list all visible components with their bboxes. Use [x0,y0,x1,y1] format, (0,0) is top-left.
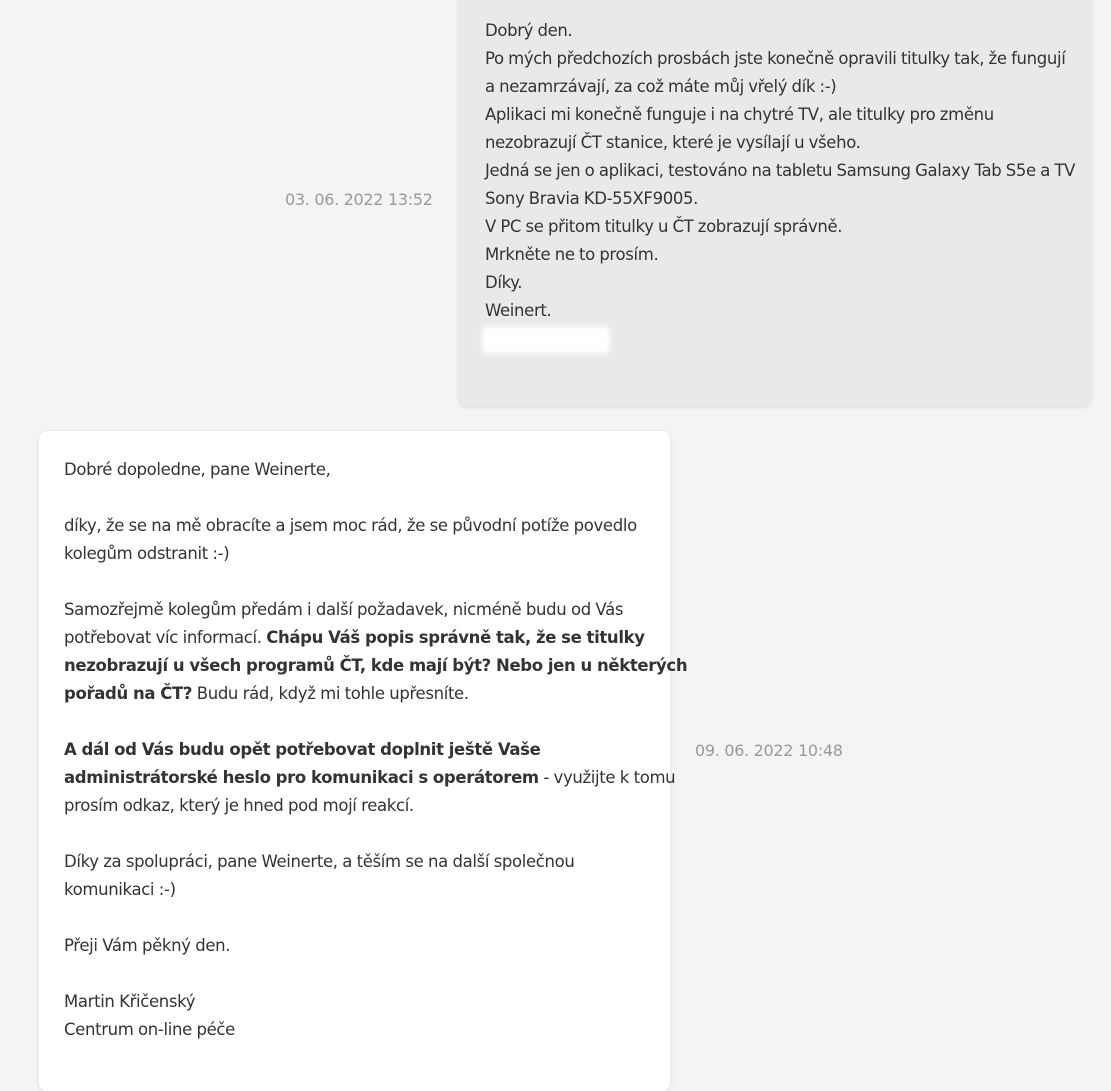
agent-text-normal: - využijte k tomu [538,768,676,787]
agent-text-bold: Chápu Váš popis správně tak, že se titulky [266,628,645,647]
redacted-contact-block [485,329,607,351]
agent-paragraph-thanks [64,512,650,568]
agent-paragraph-wishes [64,932,650,960]
user-message-line: V PC se přitom titulky u ČT zobrazují správně. [485,217,843,236]
agent-message-line [64,624,650,652]
agent-text-normal: potřebovat víc informací. [64,628,267,647]
agent-paragraph-closing [64,848,650,904]
user-message-line: Díky. [485,273,523,292]
user-message-bubble [459,0,1091,406]
user-message-line: Aplikaci mi konečně funguje i na chytré TV, ale titulky pro změnu [485,105,994,124]
agent-message-line: Dobré dopoledne, pane Weinerte, [64,460,331,479]
agent-greeting [64,456,650,484]
agent-message-line: nezobrazují u všech programů ČT, kde mají být? Nebo jen u některých [64,656,688,675]
agent-message-line: Díky za spolupráci, pane Weinerte, a těším se na další společnou [64,852,575,871]
agent-signature [64,988,650,1044]
agent-message-bubble [39,431,688,1091]
agent-message-line: díky, že se na mě obracíte a jsem moc rád, že se původní potíže povedlo [64,516,637,535]
agent-signature-team: Centrum on-line péče [64,1020,235,1039]
user-message-line: Weinert. [485,301,552,320]
user-message-line: Mrkněte ne to prosím. [485,245,659,264]
agent-paragraph-password-request [64,736,676,820]
user-message-line: Sony Bravia KD-55XF9005. [485,189,699,208]
user-message-line: a nezamrzávají, za což máte můj vřelý dík :-) [485,77,837,96]
user-message-line: nezobrazují ČT stanice, které je vysílají u všeho. [485,133,861,152]
agent-message-line [64,680,650,708]
user-message-line: Dobrý den. [485,21,573,40]
agent-text-bold: administrátorské heslo pro komunikaci s operátorem [64,768,539,787]
agent-text-normal: Budu rád, když mi tohle upřesníte. [192,684,469,703]
agent-message-line: Samozřejmě kolegům předám i další požadavek, nicméně budu od Vás [64,600,624,619]
agent-message-line: Přeji Vám pěkný den. [64,936,231,955]
user-message-line: Po mých předchozích prosbách jste konečně opravili titulky tak, že fungují [485,49,1066,68]
agent-message-line [64,764,676,792]
agent-message-line: komunikaci :-) [64,880,176,899]
agent-message-line: prosím odkaz, který je hned pod mojí reakcí. [64,796,414,815]
agent-message-line: kolegům odstranit :-) [64,544,230,563]
user-message-line: Jedná se jen o aplikaci, testováno na tabletu Samsung Galaxy Tab S5e a TV [485,161,1076,180]
agent-message-timestamp: 09. 06. 2022 10:48 [695,741,843,760]
agent-paragraph-question [64,596,688,708]
user-message-timestamp: 03. 06. 2022 13:52 [285,190,433,209]
agent-text-bold: pořadů na ČT? [64,684,193,703]
agent-message-line: A dál od Vás budu opět potřebovat doplnit ještě Vaše [64,740,541,759]
agent-signature-name: Martin Křičenský [64,992,196,1011]
